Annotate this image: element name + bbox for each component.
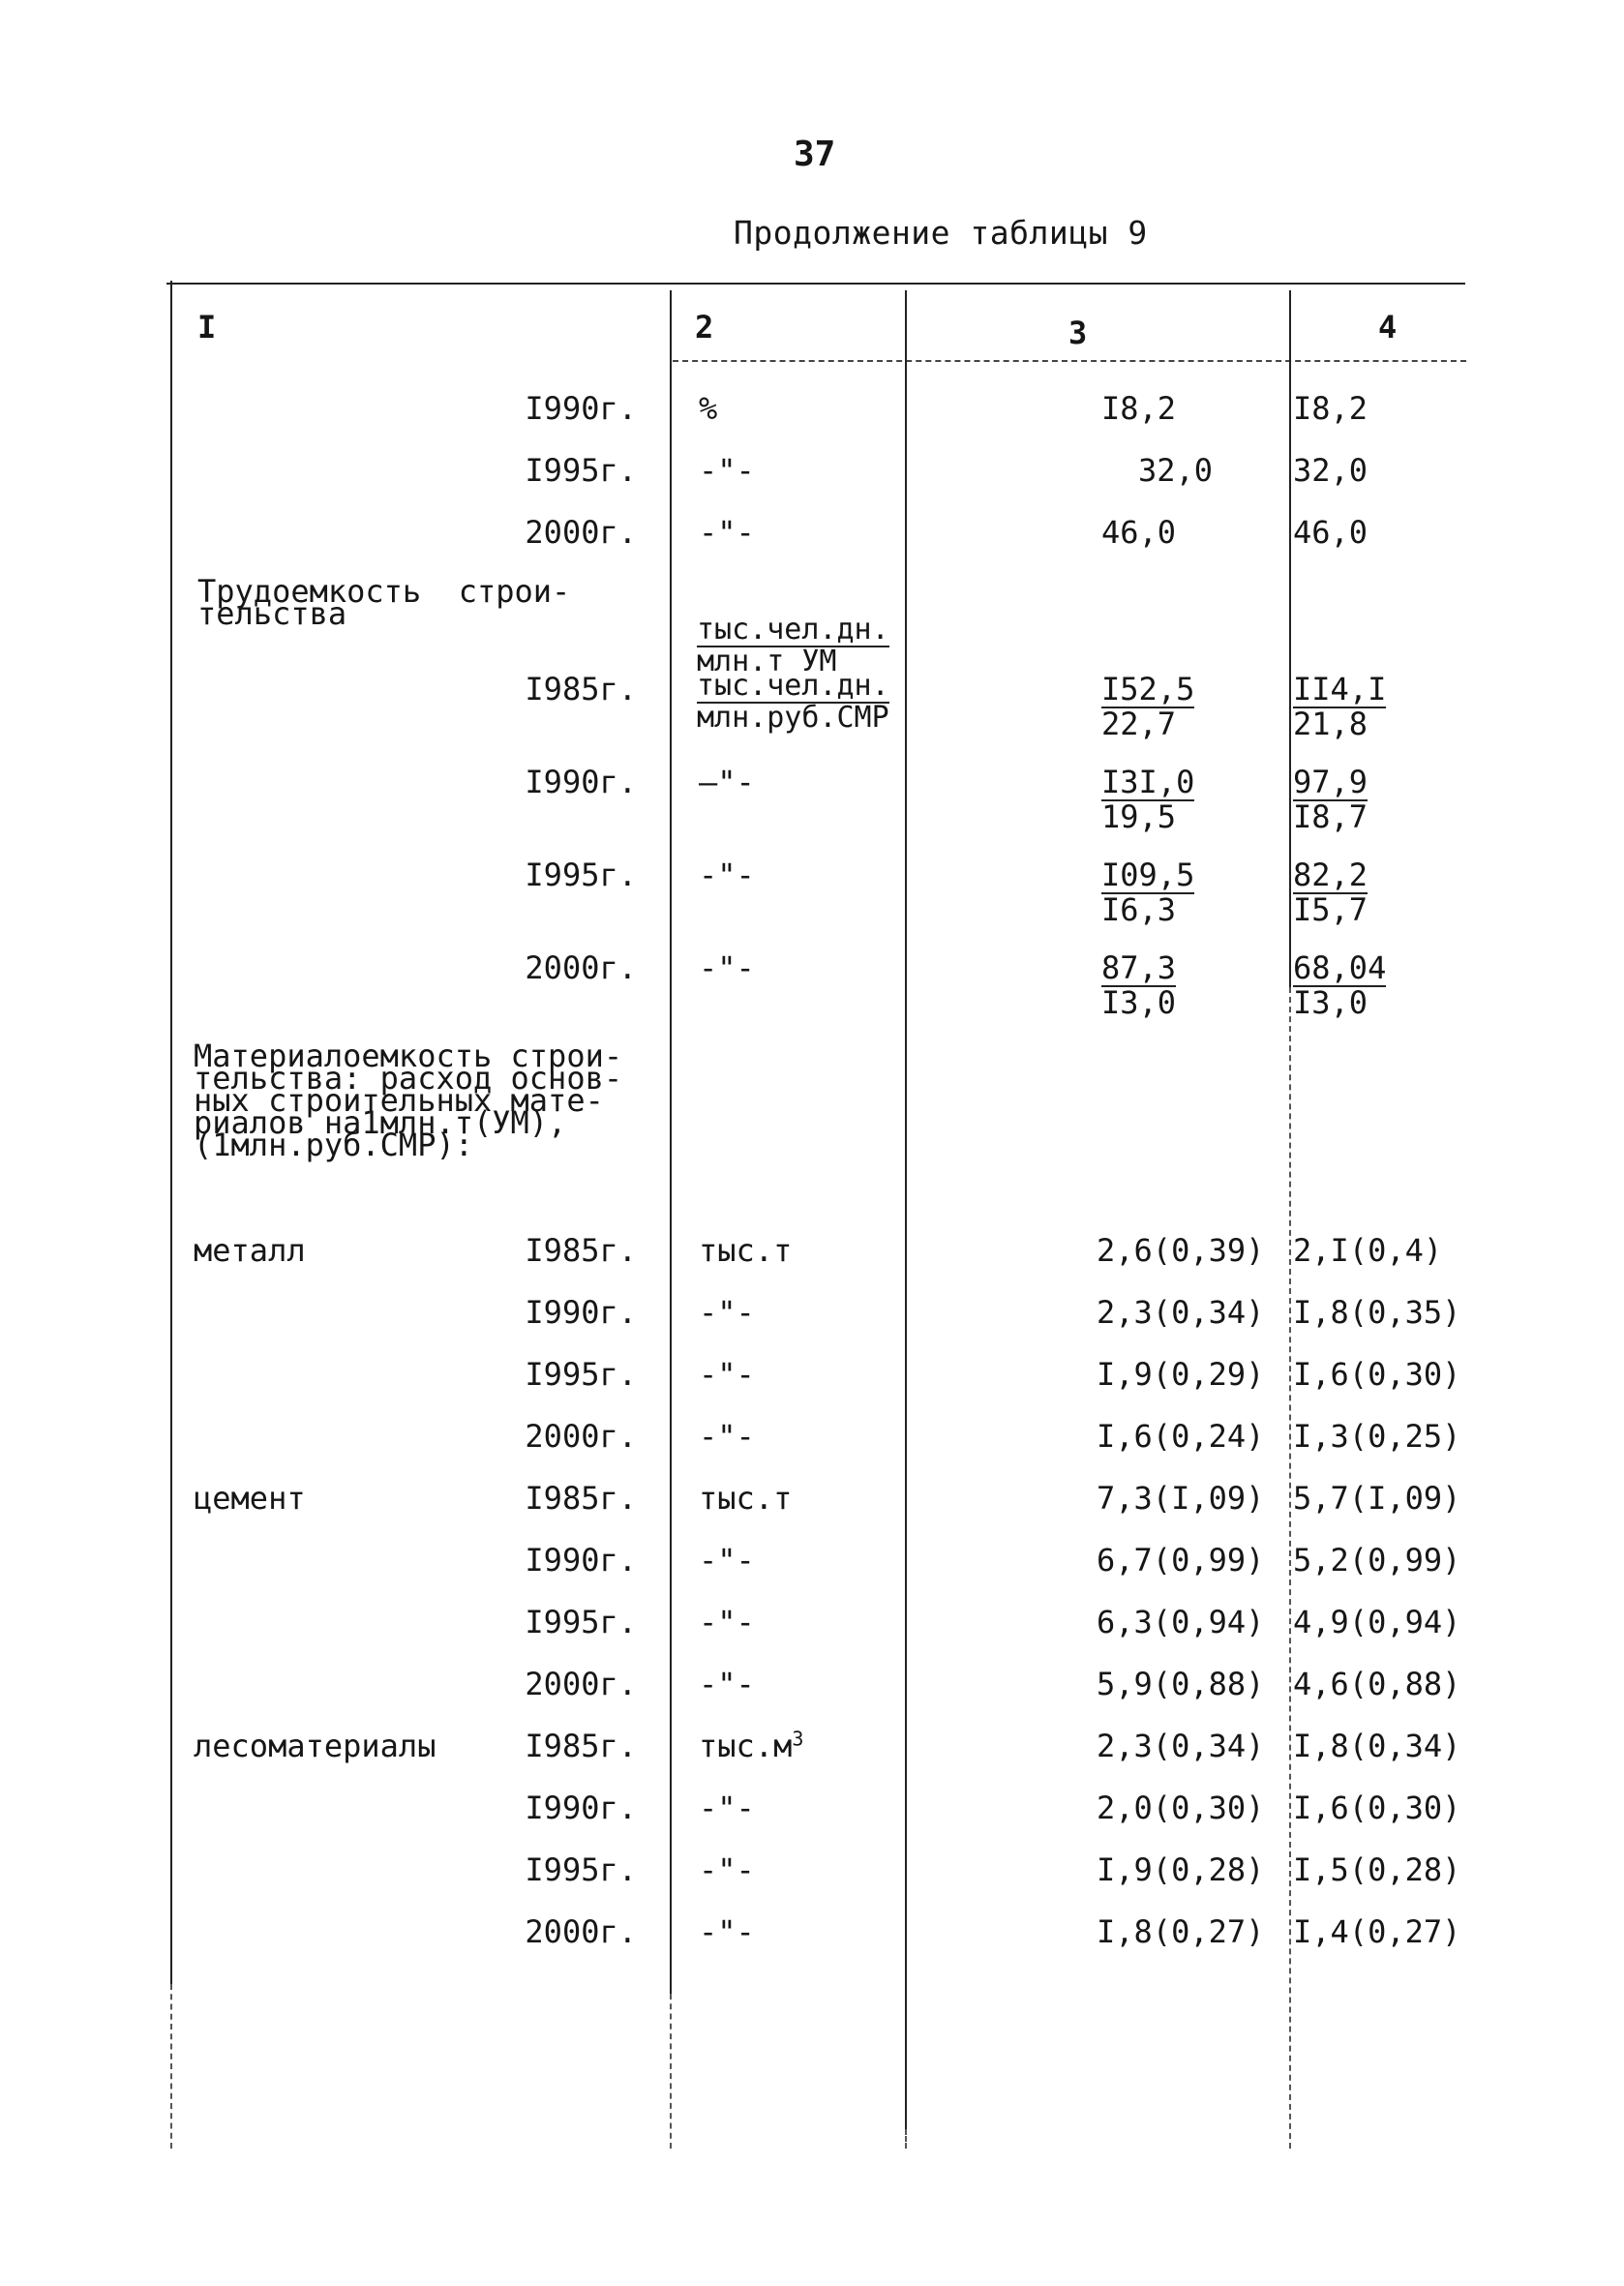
- value-col-4: 4,9(0,94): [1293, 1604, 1461, 1640]
- value-col-4: I,6(0,30): [1293, 1356, 1461, 1393]
- row-unit: -"-: [699, 1666, 755, 1702]
- value-col-4: I,4(0,27): [1293, 1913, 1461, 1950]
- row-year: I985г.: [525, 1728, 637, 1764]
- denominator: 19,5: [1101, 798, 1177, 835]
- value-col-4: I,6(0,30): [1293, 1790, 1461, 1826]
- numerator: 68,04: [1293, 949, 1387, 986]
- value-col-4: 4,6(0,88): [1293, 1666, 1461, 1702]
- value-col-4: 2,I(0,4): [1293, 1232, 1443, 1269]
- table-left-rule-tail: [170, 1984, 172, 2149]
- value-col-3: 6,3(0,94): [1097, 1604, 1265, 1640]
- value-col-4: I,3(0,25): [1293, 1418, 1461, 1455]
- value-col-4: I,8(0,35): [1293, 1294, 1461, 1331]
- numerator: 97,9: [1293, 764, 1368, 800]
- value-col-3: I,8(0,27): [1097, 1913, 1265, 1950]
- row-unit: -"-: [699, 1542, 755, 1579]
- column-rule-4-tail: [1289, 987, 1291, 2149]
- row-year: I995г.: [525, 1356, 637, 1393]
- value-col-3: 5,9(0,88): [1097, 1666, 1265, 1702]
- column-rule-3: [905, 290, 907, 2129]
- value-col-4: 46,0: [1293, 514, 1368, 551]
- value-col-3-fraction: [1101, 949, 1177, 1021]
- material-name: лесоматериалы: [194, 1728, 436, 1764]
- row-unit: -"-: [699, 452, 755, 489]
- value-col-3: 32,0: [1138, 452, 1214, 489]
- value-col-4: 32,0: [1293, 452, 1368, 489]
- header-col-2: 2: [695, 309, 714, 346]
- row-unit: тыс.т: [699, 1480, 793, 1517]
- row-year: 2000г.: [525, 514, 637, 551]
- value-col-4-fraction: [1293, 671, 1387, 742]
- labor-unit-per-ton: [697, 613, 889, 678]
- value-col-4: I,8(0,34): [1293, 1728, 1461, 1764]
- value-col-3: I,6(0,24): [1097, 1418, 1265, 1455]
- value-col-3: 2,3(0,34): [1097, 1294, 1265, 1331]
- numerator: 82,2: [1293, 857, 1368, 893]
- unit-numerator: тыс.чел.дн.: [697, 613, 889, 647]
- row-unit: [699, 1727, 804, 1764]
- column-rule-2-tail: [670, 1994, 672, 2149]
- value-col-4-fraction: [1293, 764, 1368, 835]
- header-bottom-rule: [673, 360, 1466, 362]
- value-col-3: 6,7(0,99): [1097, 1542, 1265, 1579]
- row-unit: -"-: [699, 1851, 755, 1888]
- value-col-4-fraction: [1293, 857, 1368, 928]
- value-col-3: 46,0: [1101, 514, 1177, 551]
- row-unit: тыс.т: [699, 1232, 793, 1269]
- row-unit: -"-: [699, 1913, 755, 1950]
- unit-denominator: млн.руб.СМР: [697, 701, 889, 735]
- table-top-rule: [166, 283, 1465, 285]
- row-year: 2000г.: [525, 949, 637, 986]
- denominator: I8,7: [1293, 798, 1368, 835]
- row-year: I985г.: [525, 1232, 637, 1269]
- row-year: I990г.: [525, 764, 637, 800]
- value-col-4: 5,7(I,09): [1293, 1480, 1461, 1517]
- labor-intensity-label: Трудоемкость строи- тельства: [197, 573, 571, 632]
- row-year: 2000г.: [525, 1418, 637, 1455]
- row-year: 2000г.: [525, 1913, 637, 1950]
- denominator: 22,7: [1101, 706, 1177, 742]
- unit-superscript: 3: [792, 1727, 804, 1751]
- value-col-3: 2,6(0,39): [1097, 1232, 1265, 1269]
- denominator: I3,0: [1101, 984, 1177, 1021]
- table-left-rule: [170, 281, 172, 1984]
- unit-numerator: тыс.чел.дн.: [697, 669, 889, 703]
- row-year: I995г.: [525, 1604, 637, 1640]
- unit-text: тыс.м: [699, 1728, 793, 1764]
- value-col-3: 2,3(0,34): [1097, 1728, 1265, 1764]
- row-year: I995г.: [525, 857, 637, 893]
- denominator: 21,8: [1293, 706, 1368, 742]
- row-unit: %: [699, 390, 718, 427]
- row-unit: -"-: [699, 1294, 755, 1331]
- column-rule-3-tail: [905, 2129, 907, 2149]
- value-col-3-fraction: [1101, 671, 1195, 742]
- numerator: I52,5: [1101, 671, 1195, 707]
- value-col-4: 5,2(0,99): [1293, 1542, 1461, 1579]
- value-col-4: I8,2: [1293, 390, 1368, 427]
- row-unit: —"-: [699, 764, 755, 800]
- material-name: металл: [194, 1232, 306, 1269]
- material-intensity-label: Материалоемкость строи- тельства: расход основ- ных строительных мате- риалов на1млн.т(УМ), (1млн.руб.СМР):: [194, 1038, 623, 1163]
- unit-denominator: млн.т УМ: [697, 645, 837, 678]
- row-year: I990г.: [525, 390, 637, 427]
- row-year: I985г.: [525, 671, 637, 707]
- row-unit: -"-: [699, 857, 755, 893]
- column-rule-2: [670, 290, 672, 1994]
- value-col-3: I,9(0,28): [1097, 1851, 1265, 1888]
- value-col-4: I,5(0,28): [1293, 1851, 1461, 1888]
- row-unit: -"-: [699, 949, 755, 986]
- numerator: 87,3: [1101, 949, 1177, 986]
- row-year: I995г.: [525, 452, 637, 489]
- labor-unit-per-ruble: [697, 669, 889, 735]
- row-unit: -"-: [699, 1418, 755, 1455]
- value-col-3: I8,2: [1101, 390, 1177, 427]
- row-year: I990г.: [525, 1294, 637, 1331]
- row-year: I990г.: [525, 1790, 637, 1826]
- row-year: 2000г.: [525, 1666, 637, 1702]
- header-col-1: I: [197, 309, 217, 346]
- denominator: I3,0: [1293, 984, 1368, 1021]
- value-col-3: 2,0(0,30): [1097, 1790, 1265, 1826]
- numerator: I09,5: [1101, 857, 1195, 893]
- numerator: II4,I: [1293, 671, 1387, 707]
- denominator: I5,7: [1293, 891, 1368, 928]
- row-year: I990г.: [525, 1542, 637, 1579]
- row-year: I995г.: [525, 1851, 637, 1888]
- row-unit: -"-: [699, 1790, 755, 1826]
- header-col-4: 4: [1378, 309, 1398, 346]
- row-year: I985г.: [525, 1480, 637, 1517]
- material-name: цемент: [194, 1480, 306, 1517]
- value-col-3-fraction: [1101, 764, 1195, 835]
- table-caption: Продолжение таблицы 9: [734, 214, 1148, 252]
- column-rule-4: [1289, 290, 1291, 987]
- row-unit: -"-: [699, 1356, 755, 1393]
- value-col-3: 7,3(I,09): [1097, 1480, 1265, 1517]
- header-col-3: 3: [1068, 315, 1088, 351]
- value-col-4-fraction: [1293, 949, 1387, 1021]
- page-number: 37: [794, 135, 836, 174]
- value-col-3: I,9(0,29): [1097, 1356, 1265, 1393]
- row-unit: -"-: [699, 1604, 755, 1640]
- value-col-3-fraction: [1101, 857, 1195, 928]
- denominator: I6,3: [1101, 891, 1177, 928]
- numerator: I3I,0: [1101, 764, 1195, 800]
- row-unit: -"-: [699, 514, 755, 551]
